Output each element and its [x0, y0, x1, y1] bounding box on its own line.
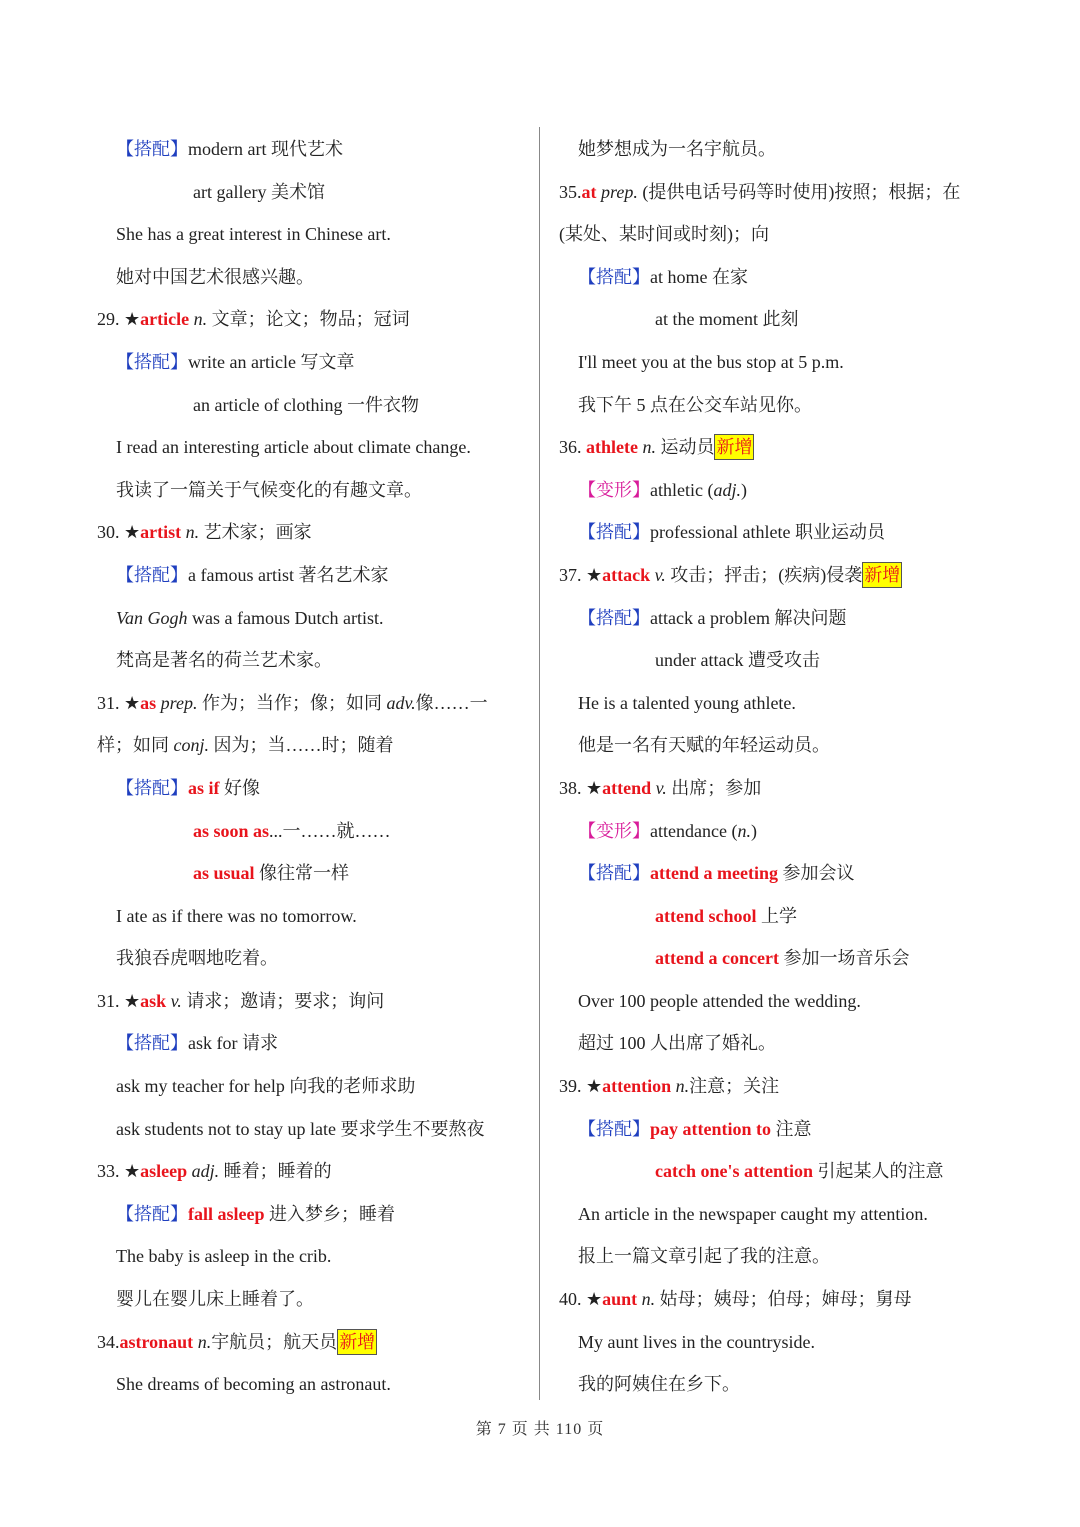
definition: (某处、某时间或时刻)；向: [559, 224, 769, 245]
example-sentence: [97, 895, 527, 938]
line-text: She dreams of becoming an astronaut.: [116, 1374, 391, 1395]
entry-header: [97, 1321, 527, 1364]
star-icon: ★: [124, 1161, 141, 1182]
star-icon: ★: [124, 522, 141, 543]
line-text: 报上一篇文章引起了我的注意。: [578, 1246, 830, 1267]
headword: at: [581, 181, 597, 202]
line-text: an article of clothing 一件衣物: [193, 394, 419, 415]
headword: asleep: [140, 1161, 188, 1182]
example-sentence: [97, 1108, 527, 1151]
definition: 像……一: [415, 692, 488, 713]
collocation-line: [559, 1150, 999, 1193]
example-translation: [97, 937, 527, 980]
line-text: 参加会议: [777, 863, 855, 884]
line-text: She has a great interest in Chinese art.: [116, 224, 391, 245]
line-text: 梵高是著名的荷兰艺术家。: [116, 650, 332, 671]
new-word-badge: 新增: [337, 1329, 377, 1355]
example-translation: [559, 1363, 999, 1406]
collocation-line: [97, 1022, 527, 1065]
line-text: 我的阿姨住在乡下。: [578, 1374, 740, 1395]
collocation-line: [559, 511, 999, 554]
headword: attend: [602, 777, 652, 798]
part-of-speech: prep.: [596, 181, 638, 202]
collocation-line: [97, 341, 527, 384]
part-of-speech: n.: [181, 522, 200, 543]
headword: ask: [140, 990, 167, 1011]
line-text: attendance (: [650, 820, 738, 841]
headword: astronaut: [119, 1331, 194, 1352]
key-phrase: attend a concert: [655, 948, 779, 969]
line-text: art gallery 美术馆: [193, 181, 325, 202]
headword: aunt: [602, 1289, 638, 1310]
collocation-tag: 【搭配】: [116, 1033, 188, 1054]
collocation-line: [97, 852, 527, 895]
collocation-line: [97, 1193, 527, 1236]
line-text: ask my teacher for help 向我的老师求助: [116, 1076, 416, 1097]
line-text: professional athlete 职业运动员: [650, 522, 885, 543]
definition: 作为；当作；像；如同: [197, 692, 387, 713]
definition-continued: [559, 213, 999, 256]
part-of-speech: adj.: [713, 479, 741, 500]
left-column: [97, 128, 527, 1406]
right-column: [559, 128, 999, 1406]
line-text: Over 100 people attended the wedding.: [578, 990, 861, 1011]
collocation-line: [559, 852, 999, 895]
line-text: write an article 写文章: [188, 351, 355, 372]
line-text: I ate as if there was no tomorrow.: [116, 905, 357, 926]
collocation-tag: 【搭配】: [116, 351, 188, 372]
line-text: at the moment 此刻: [655, 309, 799, 330]
headword: attack: [602, 564, 651, 585]
example-sentence: [559, 1193, 999, 1236]
entry-number: 39.: [559, 1076, 586, 1097]
example-sentence: [97, 1235, 527, 1278]
key-phrase: attend school: [655, 905, 757, 926]
definition: 因为；当……时；随着: [209, 735, 394, 756]
line-text: 我读了一篇关于气候变化的有趣文章。: [116, 479, 422, 500]
entry-header: [97, 298, 527, 341]
entry-number: 37.: [559, 564, 586, 585]
line-text: under attack 遭受攻击: [655, 650, 820, 671]
part-of-speech: adj.: [187, 1161, 220, 1182]
key-phrase: catch one's attention: [655, 1161, 813, 1182]
collocation-tag: 【搭配】: [116, 564, 188, 585]
definition: 请求；邀请；要求；询问: [181, 990, 385, 1011]
headword: athlete: [586, 437, 638, 458]
part-of-speech: n.: [193, 1331, 212, 1352]
key-phrase: attend a meeting: [650, 863, 778, 884]
entry-number: 34.: [97, 1331, 120, 1352]
line-text: a famous artist 著名艺术家: [188, 564, 389, 585]
line-text: 好像: [219, 777, 260, 798]
line-text: 进入梦乡；睡着: [264, 1203, 395, 1224]
line-text: 她对中国艺术很感兴趣。: [116, 266, 314, 287]
line-text: I read an interesting article about climate change.: [116, 437, 471, 458]
line-text: ...一……就……: [269, 820, 391, 841]
key-phrase: pay attention to: [650, 1118, 771, 1139]
line-text: 参加一场音乐会: [778, 948, 910, 969]
part-of-speech: prep.: [156, 692, 198, 713]
entry-header: [559, 171, 999, 214]
line-text: 她梦想成为一名宇航员。: [578, 139, 776, 159]
star-icon: ★: [586, 564, 603, 585]
column-divider: [539, 127, 540, 1400]
collocation-tag: 【搭配】: [578, 1118, 650, 1139]
line-text: 像往常一样: [254, 863, 350, 884]
line-text: 我下午 5 点在公交车站见你。: [578, 394, 812, 415]
collocation-tag: 【搭配】: [116, 139, 188, 159]
collocation-tag: 【搭配】: [578, 522, 650, 543]
example-sentence: [97, 597, 527, 640]
example-translation: [559, 384, 999, 427]
entry-header: [97, 511, 527, 554]
variant-line: [559, 810, 999, 853]
line-text: ): [750, 820, 757, 841]
collocation-tag: 【搭配】: [578, 863, 650, 884]
headword: attention: [602, 1076, 672, 1097]
part-of-speech: v.: [166, 990, 182, 1011]
definition-continued: [97, 724, 527, 767]
example-translation: [559, 128, 999, 171]
collocation-line: [97, 810, 527, 853]
line-text: 婴儿在婴儿床上睡着了。: [116, 1289, 314, 1310]
part-of-speech: n.: [189, 309, 208, 330]
new-word-badge: 新增: [862, 562, 902, 588]
example-sentence: [97, 1363, 527, 1406]
example-translation: [559, 1022, 999, 1065]
line-text: 我狼吞虎咽地吃着。: [116, 948, 278, 969]
star-icon: ★: [124, 990, 141, 1011]
example-sentence: [97, 1065, 527, 1108]
entry-header: [97, 682, 527, 725]
line-text: 超过 100 人出席了婚礼。: [578, 1033, 776, 1054]
collocation-line: [97, 384, 527, 427]
key-phrase: fall asleep: [188, 1203, 265, 1224]
variant-tag: 【变形】: [578, 479, 650, 500]
entry-number: 31.: [97, 692, 124, 713]
collocation-line: [97, 767, 527, 810]
entry-number: 38.: [559, 777, 586, 798]
example-sentence: [559, 980, 999, 1023]
entry-header: [559, 426, 999, 469]
definition: 攻击；抨击；(疾病)侵袭: [665, 564, 863, 585]
example-translation: [97, 1278, 527, 1321]
line-text: I'll meet you at the bus stop at 5 p.m.: [578, 351, 844, 372]
definition: 文章；论文；物品；冠词: [207, 309, 410, 330]
example-sentence: [559, 682, 999, 725]
definition: 宇航员；航天员: [211, 1331, 338, 1352]
line-text: He is a talented young athlete.: [578, 692, 796, 713]
part-of-speech: n.: [637, 1289, 656, 1310]
entry-header: [97, 980, 527, 1023]
star-icon: ★: [586, 1289, 603, 1310]
definition: 样；如同: [97, 735, 174, 756]
star-icon: ★: [586, 1076, 603, 1097]
line-text: athletic (: [650, 479, 714, 500]
headword: artist: [140, 522, 182, 543]
collocation-line: [559, 298, 999, 341]
headword: as: [140, 692, 157, 713]
entry-header: [97, 1150, 527, 1193]
collocation-line: [97, 554, 527, 597]
entry-header: [559, 767, 999, 810]
example-translation: [97, 639, 527, 682]
example-sentence: [97, 426, 527, 469]
example-translation: [97, 469, 527, 512]
entry-header: [559, 1065, 999, 1108]
example-translation: [559, 724, 999, 767]
example-translation: [97, 256, 527, 299]
entry-number: 40.: [559, 1289, 586, 1310]
key-phrase: as if: [188, 777, 220, 798]
collocation-line: [559, 256, 999, 299]
definition: 运动员: [655, 437, 715, 458]
line-text: An article in the newspaper caught my attention.: [578, 1203, 928, 1224]
line-text: attack a problem 解决问题: [650, 607, 847, 628]
part-of-speech: n.: [671, 1076, 690, 1097]
entry-header: [559, 554, 999, 597]
example-translation: [559, 1235, 999, 1278]
star-icon: ★: [586, 777, 603, 798]
definition: 注意；关注: [689, 1076, 780, 1097]
collocation-tag: 【搭配】: [116, 1203, 188, 1224]
part-of-speech: n.: [737, 820, 751, 841]
definition: (提供电话号码等时使用)按照；根据；在: [637, 181, 961, 202]
line-text: 注意: [771, 1118, 812, 1139]
collocation-tag: 【搭配】: [578, 266, 650, 287]
collocation-line: [559, 937, 999, 980]
line-text: ): [740, 479, 747, 500]
headword: article: [140, 309, 190, 330]
line-text: was a famous Dutch artist.: [187, 607, 384, 628]
star-icon: ★: [124, 692, 141, 713]
line-text: at home 在家: [650, 266, 748, 287]
italic-text: Van Gogh: [116, 607, 188, 628]
part-of-speech: v.: [650, 564, 666, 585]
collocation-tag: 【搭配】: [116, 777, 188, 798]
entry-number: 31.: [97, 990, 124, 1011]
line-text: 上学: [756, 905, 798, 926]
part-of-speech: conj.: [173, 735, 209, 756]
page-footer: 第 7 页 共 110 页: [475, 1421, 605, 1438]
line-text: ask students not to stay up late 要求学生不要熬夜: [116, 1118, 485, 1139]
variant-line: [559, 469, 999, 512]
part-of-speech: adv.: [386, 692, 416, 713]
collocation-line: [559, 639, 999, 682]
new-word-badge: 新增: [714, 434, 754, 460]
variant-tag: 【变形】: [578, 820, 650, 841]
entry-number: 35.: [559, 181, 582, 202]
definition: 出席；参加: [666, 777, 762, 798]
definition: 睡着；睡着的: [219, 1161, 332, 1182]
line-text: My aunt lives in the countryside.: [578, 1331, 815, 1352]
collocation-line: [97, 128, 527, 171]
entry-header: [559, 1278, 999, 1321]
part-of-speech: v.: [651, 777, 667, 798]
definition: 姑母；姨母；伯母；婶母；舅母: [655, 1289, 912, 1310]
collocation-tag: 【搭配】: [578, 607, 650, 628]
collocation-line: [559, 597, 999, 640]
example-sentence: [97, 213, 527, 256]
line-text: ask for 请求: [188, 1033, 278, 1054]
collocation-line: [559, 1108, 999, 1151]
entry-number: 30.: [97, 522, 124, 543]
line-text: 他是一名有天赋的年轻运动员。: [578, 735, 830, 756]
line-text: 引起某人的注意: [812, 1161, 944, 1182]
line-text: modern art 现代艺术: [188, 139, 343, 159]
part-of-speech: n.: [637, 437, 656, 458]
collocation-line: [559, 895, 999, 938]
entry-number: 36.: [559, 437, 586, 458]
example-sentence: [559, 341, 999, 384]
example-sentence: [559, 1321, 999, 1364]
key-phrase: as soon as: [193, 820, 270, 841]
entry-number: 33.: [97, 1161, 124, 1182]
definition: 艺术家；画家: [199, 522, 312, 543]
collocation-line: [97, 171, 527, 214]
entry-number: 29.: [97, 309, 124, 330]
star-icon: ★: [124, 309, 141, 330]
key-phrase: as usual: [193, 863, 255, 884]
line-text: The baby is asleep in the crib.: [116, 1246, 332, 1267]
